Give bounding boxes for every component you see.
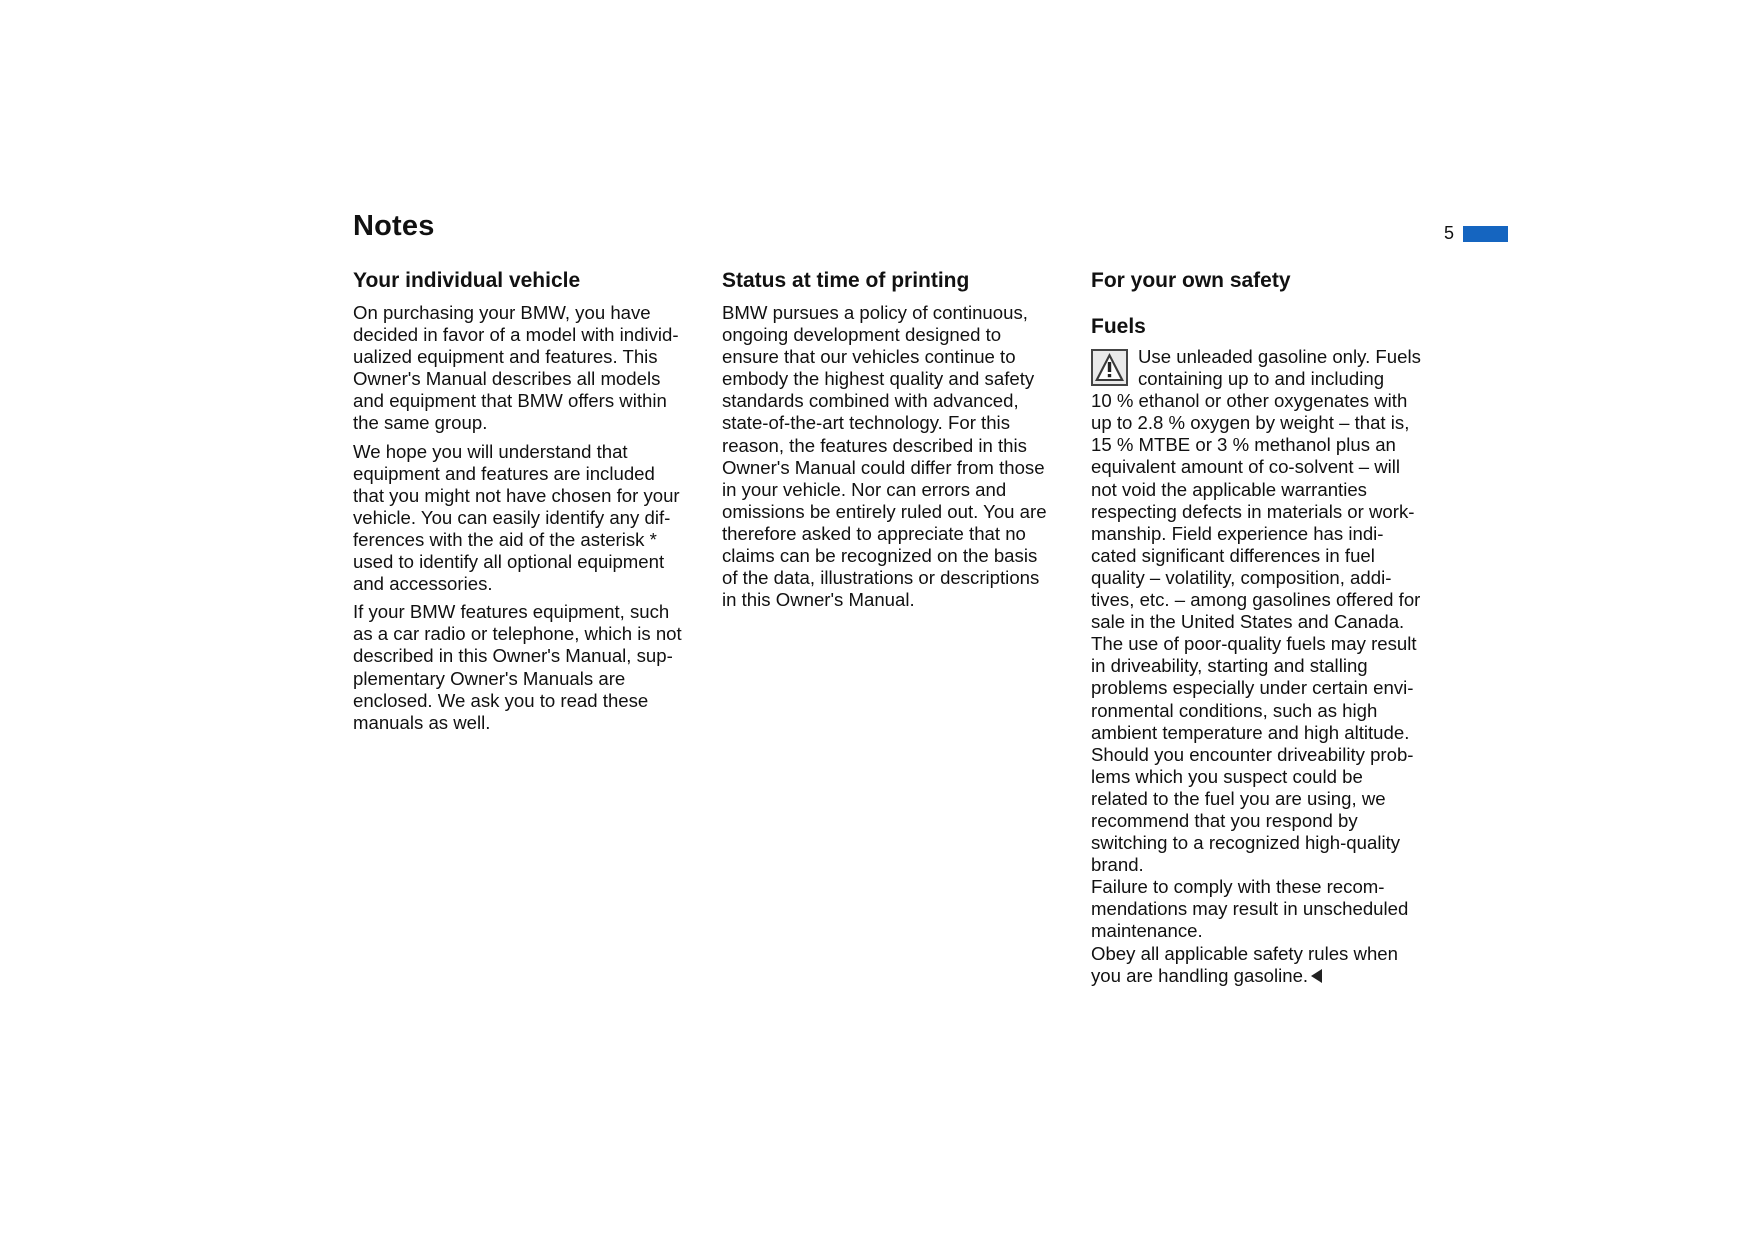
section-status-printing — [722, 268, 1082, 617]
paragraph: The use of poor-quality fuels may result in driveability, starting and stalling problems especially under certain envi- ronmental conditions, such as high ambient temperature and high altitude. Should you encounter driveability prob- lems which you suspect could be related to the fuel you are using, we recommend that you respond by switching to a recognized high-quality brand. — [1091, 633, 1417, 876]
section-heading: For your own safety — [1091, 269, 1291, 292]
paragraph: Use unleaded gasoline only. Fuels containing up to and including 10 % ethanol or other oxygenates with up to 2.8 % oxygen by weight – that is, 15 % MTBE or 3 % methanol plus an equivalent amount of co-solvent – will not void the applicable warranties respecting defects in materials or work- manship. Field experience has indi- cated significant differences in fuel quality – volatility, composition, addi- tives, etc. – among gasolines offered for sale in the United States and Canada. — [1091, 346, 1421, 633]
section-heading: Status at time of printing — [722, 269, 970, 292]
section-heading: Your individual vehicle — [353, 269, 581, 292]
paragraph: We hope you will understand that equipment and features are included that you might not have chosen for your vehicle. You can easily identify any dif- ferences with the aid of the asterisk * used to identify all optional equipment and accessories. — [353, 440, 680, 595]
fuel-warning — [1091, 346, 1453, 633]
section-individual-vehicle — [353, 268, 711, 740]
paragraph: Failure to comply with these recom- mendations may result in unscheduled maintenance. — [1091, 876, 1409, 942]
page-title: Notes — [353, 210, 435, 242]
fuels-subheading: Fuels — [1091, 315, 1146, 338]
paragraph-text: Obey all applicable safety rules when you are handling gasoline. — [1091, 942, 1398, 986]
paragraph: BMW pursues a policy of continuous, ongoing development designed to ensure that our vehicles continue to embody the highest quality and safety standards combined with advanced, state-of-the-art technology. For this reason, the features described in this Owner's Manual could differ from those in your vehicle. Nor can errors and omissions be entirely ruled out. You are therefore asked to appreciate that no claims can be recognized on the basis of the data, illustrations or descriptions in this Owner's Manual. — [722, 302, 1047, 611]
paragraph: On purchasing your BMW, you have decided in favor of a model with individ- ualized equipment and features. This Owner's Manual describes all models and equipment that BMW offers within the same group. — [353, 302, 679, 434]
warning-triangle-icon — [1091, 349, 1128, 386]
paragraph-final — [1091, 943, 1453, 987]
paragraph: If your BMW features equipment, such as a car radio or telephone, which is not described in this Owner's Manual, sup- plementary Owner's Manuals are enclosed. We ask you to read these manuals as well. — [353, 601, 682, 733]
end-mark-icon — [1311, 969, 1322, 983]
page-tab-marker — [1463, 226, 1508, 242]
page-number: 5 — [1443, 223, 1454, 243]
section-own-safety — [1091, 268, 1453, 987]
